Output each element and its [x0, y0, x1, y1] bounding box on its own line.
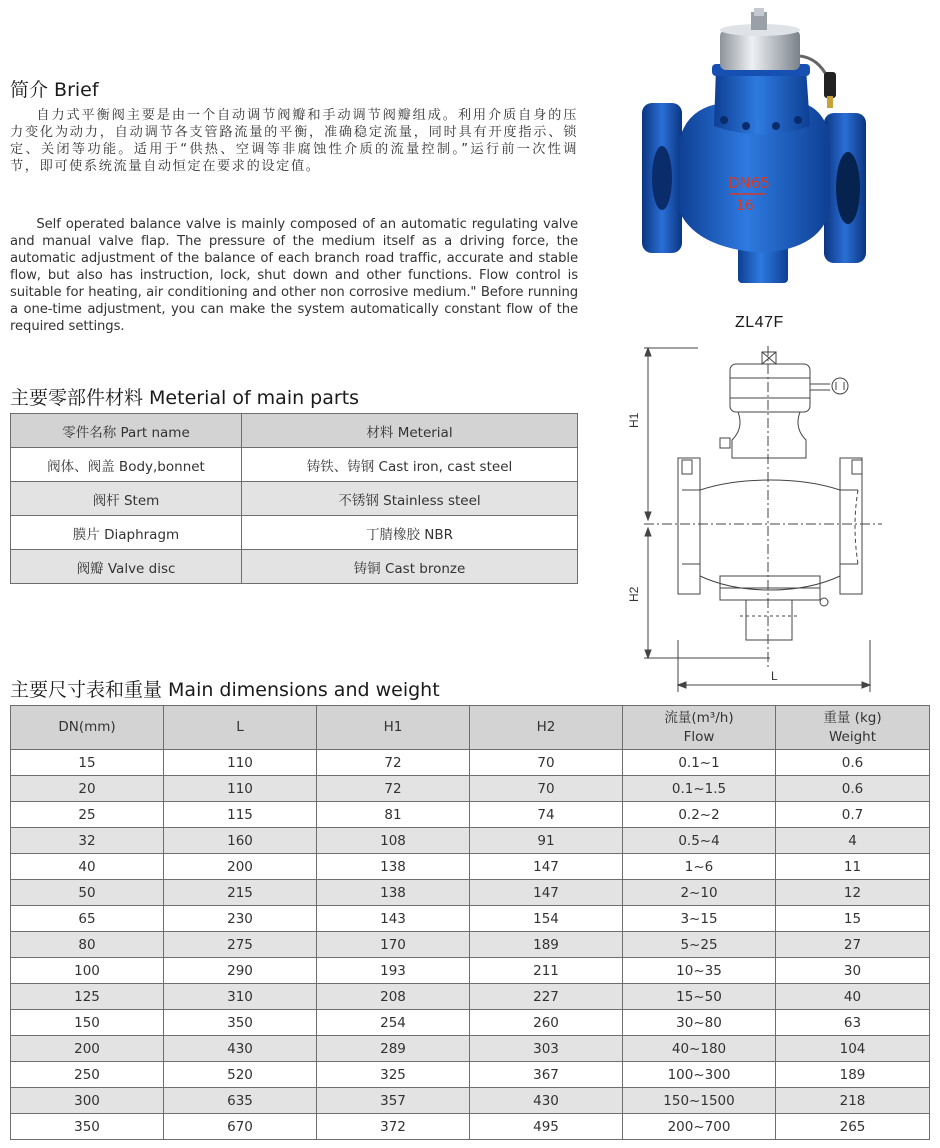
flow-cell: 40~180: [623, 1036, 776, 1062]
flow-cell: 5~25: [623, 932, 776, 958]
body-marking-pn: 16: [736, 198, 754, 214]
valve-dimension-drawing: [620, 340, 920, 702]
table-row: [11, 984, 930, 1010]
h1-cell: 325: [317, 1062, 470, 1088]
table-row: [11, 776, 930, 802]
header-h2-label: H2: [536, 719, 556, 735]
part-name-cell: 阀瓣 Valve disc: [11, 550, 242, 584]
weight-cell: 218: [776, 1088, 930, 1114]
table-row: [11, 958, 930, 984]
dimensions-table: [10, 705, 930, 1140]
l-cell: 290: [164, 958, 317, 984]
l-cell: 160: [164, 828, 317, 854]
parts-header-row: [11, 414, 578, 448]
h1-cell: 170: [317, 932, 470, 958]
weight-cell: 0.6: [776, 776, 930, 802]
flow-cell: 2~10: [623, 880, 776, 906]
h2-cell: 211: [470, 958, 623, 984]
header-flow: [623, 706, 776, 750]
l-cell: 520: [164, 1062, 317, 1088]
h1-cell: 372: [317, 1114, 470, 1140]
table-row: [11, 516, 578, 550]
weight-cell: 15: [776, 906, 930, 932]
h2-cell: 189: [470, 932, 623, 958]
flow-cell: 200~700: [623, 1114, 776, 1140]
table-row: [11, 880, 930, 906]
flow-cell: 1~6: [623, 854, 776, 880]
header-h1-label: H1: [383, 719, 403, 735]
product-model-label: ZL47F: [735, 314, 784, 331]
h2-cell: 154: [470, 906, 623, 932]
material-cell: 铸铁、铸钢 Cast iron, cast steel: [242, 448, 578, 482]
valve-product-image: [638, 8, 870, 308]
drawing-label-l: L: [771, 669, 778, 683]
dimensions-title: 主要尺寸表和重量 Main dimensions and weight: [10, 679, 440, 701]
table-row: [11, 802, 930, 828]
h2-cell: 74: [470, 802, 623, 828]
material-cell: 丁腈橡胶 NBR: [242, 516, 578, 550]
weight-cell: 0.6: [776, 750, 930, 776]
h2-cell: 367: [470, 1062, 623, 1088]
l-cell: 200: [164, 854, 317, 880]
body-marking-dn: DN65: [728, 174, 770, 192]
l-cell: 115: [164, 802, 317, 828]
header-h1: [317, 706, 470, 750]
weight-cell: 40: [776, 984, 930, 1010]
table-row: [11, 550, 578, 584]
h2-cell: 303: [470, 1036, 623, 1062]
parts-table: [10, 413, 578, 584]
weight-cell: 104: [776, 1036, 930, 1062]
dn-cell: 150: [11, 1010, 164, 1036]
header-dn-label: DN(mm): [58, 719, 116, 735]
weight-cell: 12: [776, 880, 930, 906]
weight-cell: 11: [776, 854, 930, 880]
h1-cell: 138: [317, 854, 470, 880]
table-row: [11, 1010, 930, 1036]
dimensions-header-row: [11, 706, 930, 750]
flow-cell: 3~15: [623, 906, 776, 932]
table-row: [11, 1062, 930, 1088]
l-cell: 110: [164, 776, 317, 802]
part-name-cell: 阀体、阀盖 Body,bonnet: [11, 448, 242, 482]
table-row: [11, 1036, 930, 1062]
dn-cell: 100: [11, 958, 164, 984]
flow-cell: 0.1~1: [623, 750, 776, 776]
table-row: [11, 448, 578, 482]
l-cell: 310: [164, 984, 317, 1010]
flow-cell: 15~50: [623, 984, 776, 1010]
header-h2: [470, 706, 623, 750]
parts-header-material: 材料 Meterial: [242, 414, 578, 448]
dn-cell: 25: [11, 802, 164, 828]
h2-cell: 430: [470, 1088, 623, 1114]
drawing-label-h1: H1: [627, 412, 641, 428]
material-cell: 不锈钢 Stainless steel: [242, 482, 578, 516]
h2-cell: 495: [470, 1114, 623, 1140]
brief-text-cn: 自力式平衡阀主要是由一个自动调节阀瓣和手动调节阀瓣组成。利用介质自身的压力变化为动力，自动调节各支管路流量的平衡，准确稳定流量，同时具有开度指示、锁定、关闭等功能。适用于“供热、空调等非腐蚀性介质的流量控制。”运行前一次性调节，即可使系统流量自动恒定在要求的设定值。: [10, 108, 578, 174]
weight-cell: 189: [776, 1062, 930, 1088]
table-row: [11, 482, 578, 516]
h1-cell: 193: [317, 958, 470, 984]
table-row: [11, 1088, 930, 1114]
dn-cell: 350: [11, 1114, 164, 1140]
flow-cell: 0.1~1.5: [623, 776, 776, 802]
h2-cell: 70: [470, 776, 623, 802]
l-cell: 275: [164, 932, 317, 958]
dn-cell: 200: [11, 1036, 164, 1062]
header-flow-cn: 流量(m³/h): [664, 709, 734, 726]
flow-cell: 10~35: [623, 958, 776, 984]
weight-cell: 4: [776, 828, 930, 854]
parts-header-part: 零件名称 Part name: [11, 414, 242, 448]
h1-cell: 108: [317, 828, 470, 854]
dn-cell: 300: [11, 1088, 164, 1114]
weight-cell: 63: [776, 1010, 930, 1036]
dn-cell: 40: [11, 854, 164, 880]
flow-cell: 0.2~2: [623, 802, 776, 828]
material-cell: 铸铜 Cast bronze: [242, 550, 578, 584]
table-row: [11, 932, 930, 958]
brief-title: 简介 Brief: [10, 79, 99, 101]
dn-cell: 20: [11, 776, 164, 802]
h2-cell: 147: [470, 880, 623, 906]
header-l: [164, 706, 317, 750]
header-l-label: L: [236, 719, 244, 735]
dn-cell: 15: [11, 750, 164, 776]
l-cell: 635: [164, 1088, 317, 1114]
table-row: [11, 828, 930, 854]
h1-cell: 72: [317, 776, 470, 802]
header-dn: [11, 706, 164, 750]
dn-cell: 65: [11, 906, 164, 932]
parts-title: 主要零部件材料 Meterial of main parts: [10, 387, 360, 409]
h2-cell: 70: [470, 750, 623, 776]
h1-cell: 289: [317, 1036, 470, 1062]
brief-text-en: Self operated balance valve is mainly composed of an automatic regulating valve and manual valve flap. The pressure of the medium itself as a driving force, the automatic adjustment of the balance of each branch road traffic, accurate and stable flow, but also has instruction, lock, shut down and other functions. Flow control is suitable for heating, air conditioning and other non corrosive medium." Before running a one-time adjustment, you can make the system automatically constant flow of the required settings.: [10, 217, 578, 334]
h2-cell: 147: [470, 854, 623, 880]
h1-cell: 208: [317, 984, 470, 1010]
flow-cell: 100~300: [623, 1062, 776, 1088]
header-weight-cn: 重量 (kg): [823, 709, 882, 726]
l-cell: 430: [164, 1036, 317, 1062]
l-cell: 215: [164, 880, 317, 906]
weight-cell: 265: [776, 1114, 930, 1140]
weight-cell: 30: [776, 958, 930, 984]
h1-cell: 357: [317, 1088, 470, 1114]
h1-cell: 254: [317, 1010, 470, 1036]
part-name-cell: 阀杆 Stem: [11, 482, 242, 516]
table-row: [11, 1114, 930, 1140]
dn-cell: 125: [11, 984, 164, 1010]
dn-cell: 50: [11, 880, 164, 906]
flow-cell: 150~1500: [623, 1088, 776, 1114]
header-flow-en: Flow: [683, 728, 715, 745]
flow-cell: 30~80: [623, 1010, 776, 1036]
l-cell: 670: [164, 1114, 317, 1140]
l-cell: 230: [164, 906, 317, 932]
table-row: [11, 906, 930, 932]
flow-cell: 0.5~4: [623, 828, 776, 854]
drawing-label-h2: H2: [627, 586, 641, 602]
header-weight-en: Weight: [828, 728, 877, 745]
dn-cell: 80: [11, 932, 164, 958]
h1-cell: 138: [317, 880, 470, 906]
l-cell: 110: [164, 750, 317, 776]
h2-cell: 260: [470, 1010, 623, 1036]
weight-cell: 0.7: [776, 802, 930, 828]
h2-cell: 91: [470, 828, 623, 854]
h1-cell: 72: [317, 750, 470, 776]
table-row: [11, 750, 930, 776]
part-name-cell: 膜片 Diaphragm: [11, 516, 242, 550]
table-row: [11, 854, 930, 880]
h1-cell: 143: [317, 906, 470, 932]
dn-cell: 32: [11, 828, 164, 854]
dn-cell: 250: [11, 1062, 164, 1088]
l-cell: 350: [164, 1010, 317, 1036]
header-weight: [776, 706, 930, 750]
h1-cell: 81: [317, 802, 470, 828]
h2-cell: 227: [470, 984, 623, 1010]
weight-cell: 27: [776, 932, 930, 958]
